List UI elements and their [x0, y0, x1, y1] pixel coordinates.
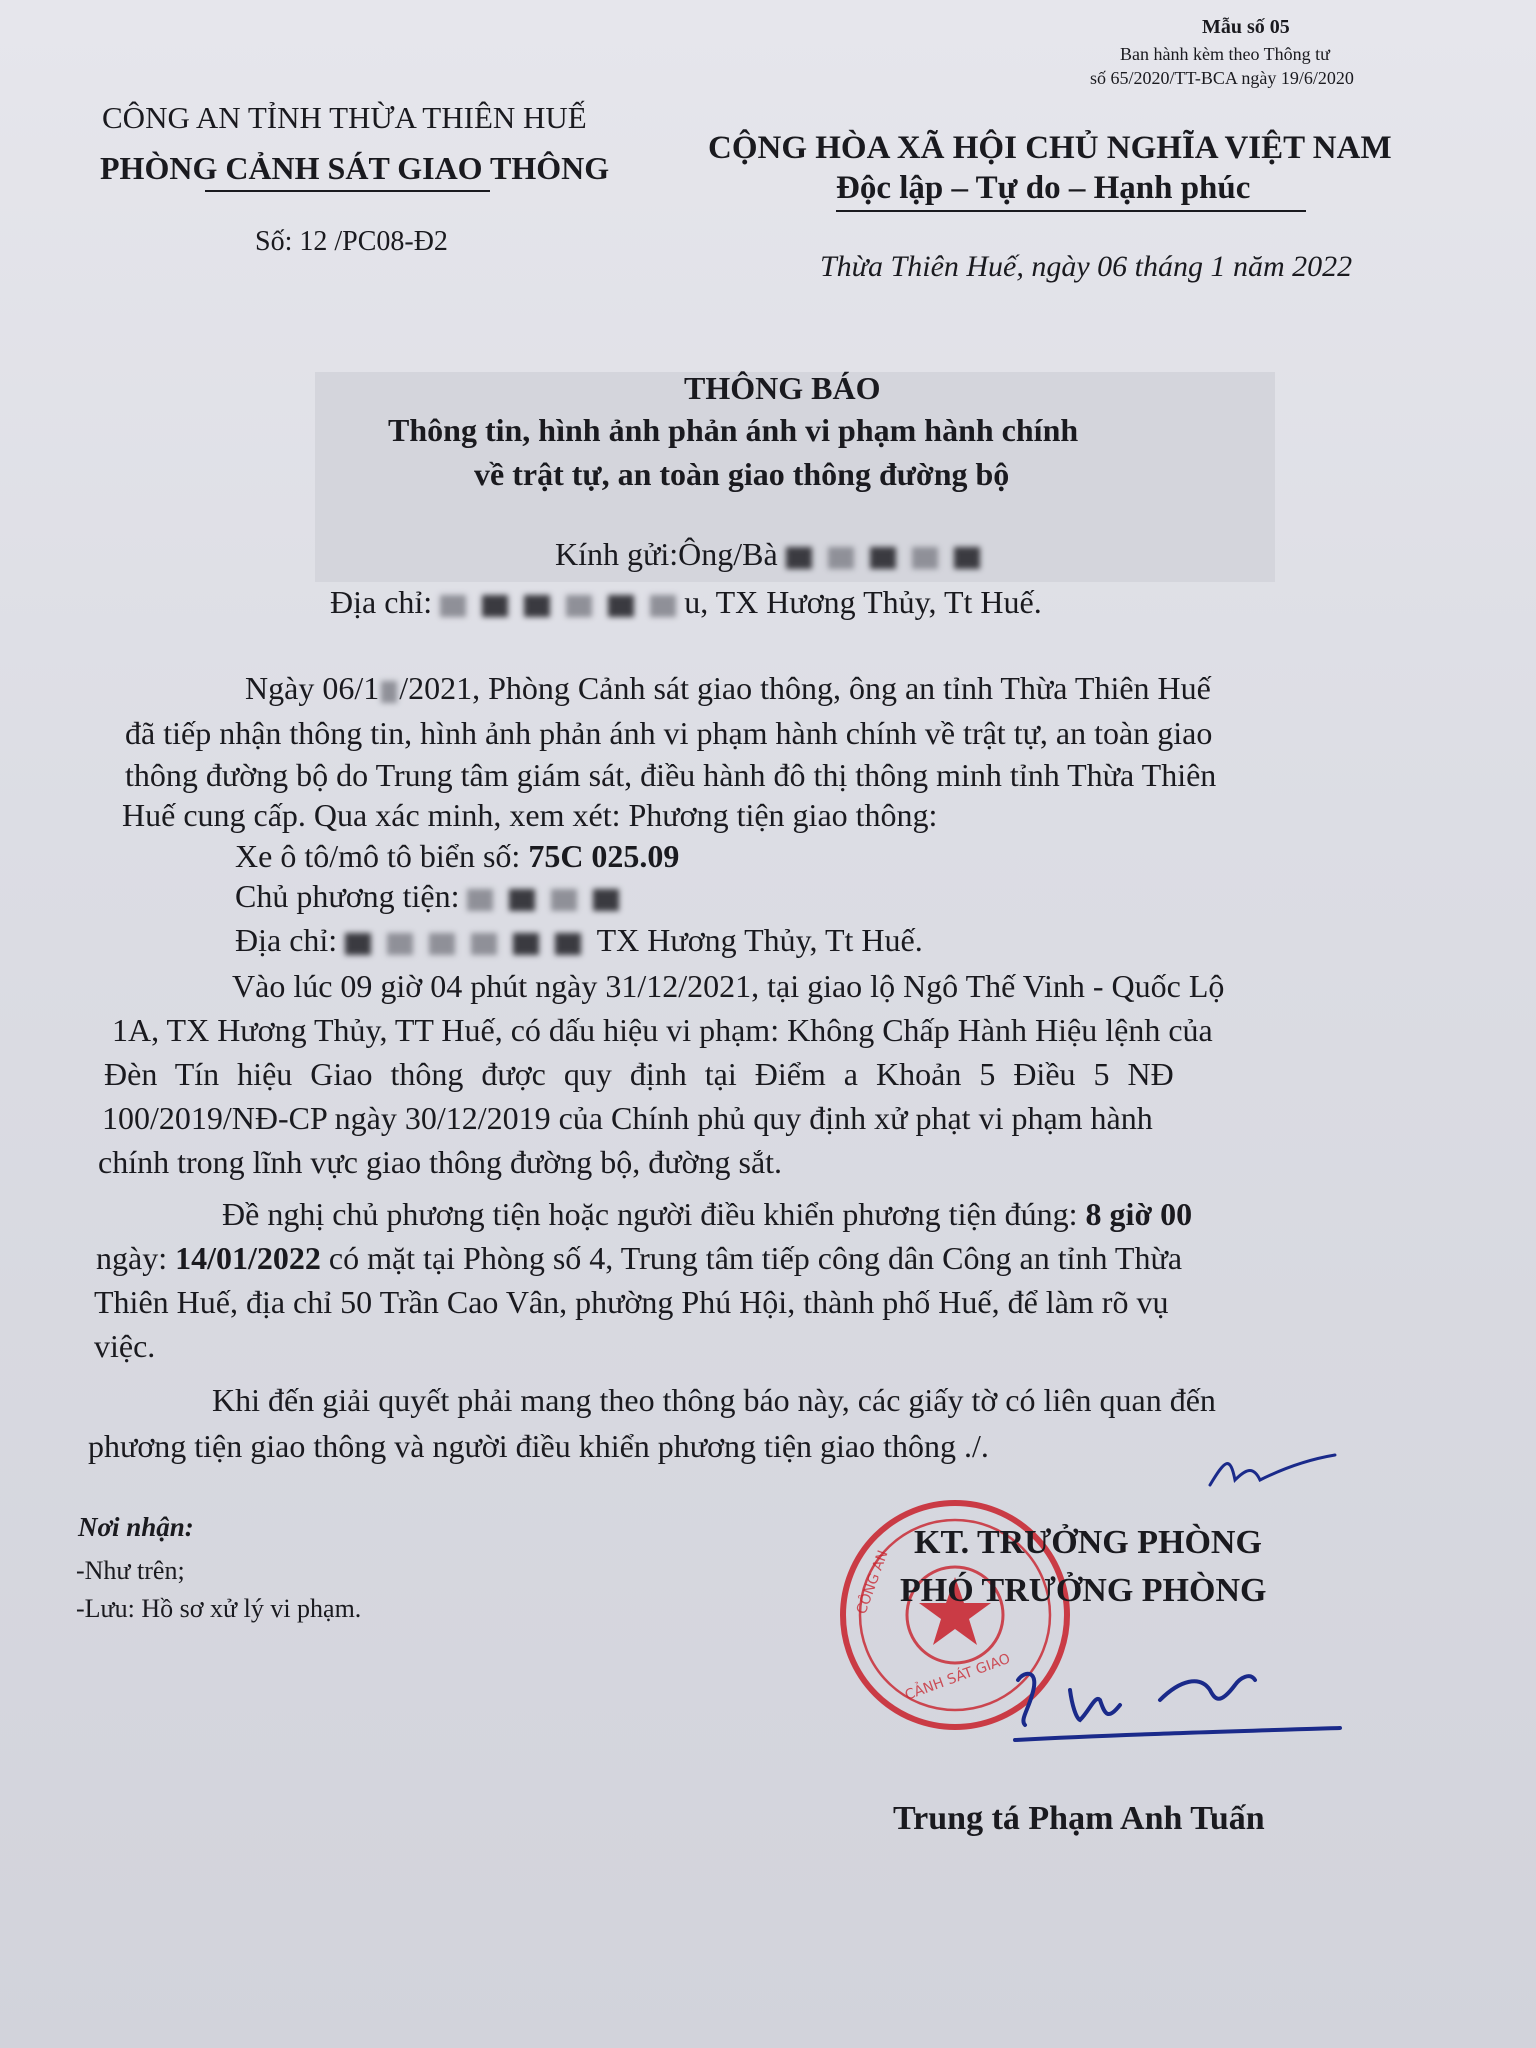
redaction [828, 547, 854, 569]
recipients-title: Nơi nhận: [78, 1512, 194, 1542]
body-line: chính trong lĩnh vực giao thông đường bộ, đường sắt. [98, 1144, 783, 1180]
redaction [870, 547, 896, 569]
body-line: Huế cung cấp. Qua xác minh, xem xét: Phương tiện giao thông: [122, 797, 938, 833]
redaction [482, 595, 508, 617]
recipient-address-line [330, 584, 1042, 621]
redaction [786, 547, 812, 569]
plate-label: Xe ô tô/mô tô biển số: [235, 838, 521, 874]
form-issued-line1: Ban hành kèm theo Thông tư [1120, 44, 1330, 64]
agency-parent: CÔNG AN TỈNH THỪA THIÊN HUẾ [102, 100, 587, 135]
svg-text:CẢNH SÁT GIAO: CẢNH SÁT GIAO [902, 1650, 1013, 1704]
notice-subtitle-1: Thông tin, hình ảnh phản ánh vi phạm hành chính [388, 412, 1079, 448]
body-text: có mặt tại Phòng số 4, Trung tâm tiếp công dân Công an tỉnh Thừa [328, 1240, 1183, 1276]
nation-motto: Độc lập – Tự do – Hạnh phúc [836, 170, 1251, 206]
redaction [345, 933, 371, 955]
body-line: 100/2019/NĐ-CP ngày 30/12/2019 của Chính phủ quy định xử phạt vi phạm hành [102, 1100, 1153, 1136]
body-line [222, 1196, 1192, 1233]
owner-address-tail: TX Hương Thủy, Tt Huế. [596, 922, 923, 958]
redaction [509, 889, 535, 911]
body-line: việc. [94, 1328, 156, 1364]
body-line: thông đường bộ do Trung tâm giám sát, điều hành đô thị thông minh tỉnh Thừa Thiên [125, 757, 1217, 793]
body-line: Đèn Tín hiệu Giao thông được quy định tại Điểm a Khoản 5 Điều 5 NĐ [104, 1056, 1174, 1092]
nation-name: CỘNG HÒA XÃ HỘI CHỦ NGHĨA VIỆT NAM [708, 130, 1392, 166]
redaction [381, 681, 397, 703]
signer-role-2: PHÓ TRƯỞNG PHÒNG [900, 1572, 1267, 1609]
plate-line [235, 838, 679, 875]
notice-title: THÔNG BÁO [684, 370, 881, 406]
place-date: Thừa Thiên Huế, ngày 06 tháng 1 năm 2022 [820, 250, 1353, 283]
redaction [555, 933, 581, 955]
owner-address-label: Địa chỉ: [235, 922, 338, 958]
body-line: Vào lúc 09 giờ 04 phút ngày 31/12/2021, tại giao lộ Ngô Thế Vinh - Quốc Lộ [232, 968, 1225, 1004]
redaction [608, 595, 634, 617]
redaction [467, 889, 493, 911]
appointment-date: 14/01/2022 [175, 1240, 321, 1276]
recipient-label: Kính gửi:Ông/Bà [555, 536, 778, 572]
redaction [471, 933, 497, 955]
body-line: phương tiện giao thông và người điều khiển phương tiện giao thông ./. [88, 1428, 989, 1464]
redaction [524, 595, 550, 617]
agency-unit: PHÒNG CẢNH SÁT GIAO THÔNG [100, 150, 610, 186]
recipients-item: -Lưu: Hồ sơ xử lý vi phạm. [76, 1594, 362, 1623]
form-issued-line2: số 65/2020/TT-BCA ngày 19/6/2020 [1090, 68, 1354, 88]
body-line: đã tiếp nhận thông tin, hình ảnh phản ánh vi phạm hành chính về trật tự, an toàn giao [125, 715, 1213, 751]
redaction [912, 547, 938, 569]
owner-line [235, 878, 627, 915]
body-line: Khi đến giải quyết phải mang theo thông báo này, các giấy tờ có liên quan đến [212, 1382, 1216, 1418]
address-tail: u, TX Hương Thủy, Tt Huế. [684, 584, 1042, 620]
svg-text:CÔNG AN: CÔNG AN [853, 1548, 892, 1617]
redaction [513, 933, 539, 955]
body-text: Ngày 06/1 [245, 670, 380, 706]
address-label: Địa chỉ: [330, 584, 433, 620]
signer-role-1: KT. TRƯỞNG PHÒNG [914, 1524, 1262, 1561]
body-text: /2021, Phòng Cảnh sát giao thông, ông an tỉnh Thừa Thiên Huế [399, 670, 1211, 706]
initial-mark [1205, 1440, 1345, 1500]
body-line: Thiên Huế, địa chỉ 50 Trần Cao Vân, phường Phú Hội, thành phố Huế, để làm rõ vụ [94, 1284, 1169, 1320]
body-text: Đề nghị chủ phương tiện hoặc người điều khiển phương tiện đúng: [222, 1196, 1078, 1232]
notice-subtitle-2: về trật tự, an toàn giao thông đường bộ [474, 456, 1010, 492]
redaction [387, 933, 413, 955]
form-number: Mẫu số 05 [1202, 16, 1290, 38]
plate-number: 75C 025.09 [528, 838, 680, 874]
signer-name: Trung tá Phạm Anh Tuấn [893, 1800, 1265, 1837]
redaction [954, 547, 980, 569]
motto-underline [836, 210, 1306, 212]
redaction [650, 595, 676, 617]
redaction [429, 933, 455, 955]
agency-underline [205, 190, 490, 192]
recipients-item: -Như trên; [76, 1556, 185, 1585]
appointment-time: 8 giờ 00 [1085, 1196, 1193, 1232]
doc-number: Số: 12 /PC08-Đ2 [255, 226, 448, 257]
body-line [96, 1240, 1182, 1277]
recipient-line [555, 536, 988, 573]
redaction [593, 889, 619, 911]
redaction [440, 595, 466, 617]
owner-address-line [235, 922, 923, 959]
redaction [551, 889, 577, 911]
body-text: ngày: [96, 1240, 168, 1276]
body-line: 1A, TX Hương Thủy, TT Huế, có dấu hiệu vi phạm: Không Chấp Hành Hiệu lệnh của [112, 1012, 1213, 1048]
signature-mark [1010, 1650, 1350, 1760]
body-line [245, 670, 1211, 707]
redaction [566, 595, 592, 617]
owner-label: Chủ phương tiện: [235, 878, 460, 914]
